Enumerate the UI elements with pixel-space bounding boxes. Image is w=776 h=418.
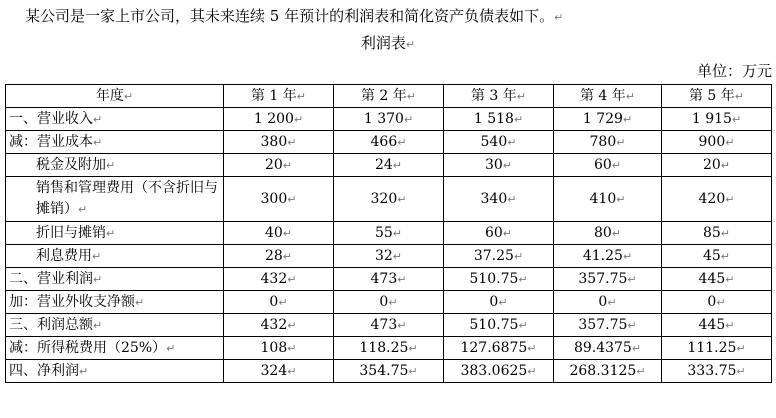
paragraph-mark-icon: ↵ [513, 249, 524, 263]
value-text: 0 [707, 293, 717, 310]
paragraph-mark-icon: ↵ [78, 203, 88, 216]
value-cell [224, 314, 334, 337]
value-cell [334, 314, 444, 337]
paragraph-mark-icon: ↵ [293, 112, 304, 126]
paragraph-mark-icon: ↵ [287, 341, 297, 355]
row-label [6, 360, 224, 383]
paragraph-mark-icon: ↵ [287, 135, 297, 149]
paragraph-mark-icon: ↵ [725, 192, 735, 206]
paragraph-mark-icon: ↵ [397, 272, 407, 286]
value-text: 40 [264, 224, 283, 241]
value-text: 357.75 [578, 270, 628, 287]
paragraph-mark-icon: ↵ [397, 135, 407, 149]
value-cell [444, 108, 554, 131]
row-label-text: 减：营业成本 [9, 133, 93, 150]
paragraph-mark-icon: ↵ [287, 192, 297, 206]
table-row [6, 291, 772, 314]
row-label-text: 四、净利润 [9, 362, 79, 379]
column-header-year-5 [662, 85, 772, 108]
value-cell [554, 360, 662, 383]
paragraph-mark-icon: ↵ [106, 158, 116, 172]
value-cell [334, 337, 444, 360]
table-row [6, 360, 772, 383]
value-cell [444, 337, 554, 360]
row-label [6, 268, 224, 291]
row-label [6, 291, 224, 314]
header-text: 年度 [95, 87, 124, 104]
unit-label [697, 61, 772, 81]
value-cell [334, 177, 444, 222]
paragraph-mark-icon: ↵ [93, 135, 103, 149]
value-cell [662, 314, 772, 337]
row-label [6, 154, 224, 177]
value-text: 473 [370, 316, 398, 333]
value-text: 32 [374, 247, 393, 264]
value-text: 118.25 [359, 339, 409, 356]
paragraph-mark-icon: ↵ [123, 89, 134, 103]
paragraph-mark-icon: ↵ [518, 318, 528, 332]
value-cell [662, 131, 772, 154]
paragraph-mark-icon: ↵ [278, 295, 288, 309]
value-text: 41.25 [582, 247, 623, 264]
paragraph-mark-icon: ↵ [720, 249, 731, 263]
paragraph-mark-icon: ↵ [725, 318, 735, 332]
value-text: 1 200 [253, 110, 294, 127]
paragraph-mark-icon: ↵ [287, 364, 297, 378]
paragraph-mark-icon: ↵ [93, 112, 103, 126]
value-text: 900 [698, 133, 726, 150]
row-label-text: 二、营业利润 [9, 270, 93, 287]
value-cell [334, 222, 444, 245]
value-cell [554, 131, 662, 154]
table-row [6, 337, 772, 360]
table-row [6, 268, 772, 291]
paragraph-mark-icon: ↵ [93, 272, 103, 286]
paragraph-mark-icon: ↵ [405, 38, 416, 51]
value-cell [554, 337, 662, 360]
paragraph-mark-icon: ↵ [79, 364, 89, 378]
paragraph-mark-icon: ↵ [725, 135, 735, 149]
value-text: 1 729 [582, 110, 623, 127]
value-cell [554, 268, 662, 291]
paragraph-mark-icon: ↵ [736, 341, 746, 355]
value-text: 780 [589, 133, 617, 150]
paragraph-mark-icon: ↵ [106, 226, 116, 240]
value-cell [554, 314, 662, 337]
paragraph-mark-icon: ↵ [736, 364, 746, 378]
paragraph-mark-icon: ↵ [388, 295, 398, 309]
row-label [6, 177, 224, 222]
row-label [6, 245, 224, 268]
paragraph-mark-icon: ↵ [403, 112, 414, 126]
value-text: 410 [589, 190, 617, 207]
value-text: 432 [260, 316, 288, 333]
paragraph-mark-icon: ↵ [627, 318, 637, 332]
value-text: 1 518 [473, 110, 514, 127]
value-text: 420 [698, 190, 726, 207]
paragraph-mark-icon: ↵ [287, 272, 297, 286]
value-text: 127.6875 [460, 339, 528, 356]
paragraph-mark-icon: ↵ [731, 112, 742, 126]
paragraph-mark-icon: ↵ [518, 272, 528, 286]
value-text: 60 [593, 156, 612, 173]
paragraph-mark-icon: ↵ [287, 318, 297, 332]
table-header-row [6, 85, 772, 108]
table-body [6, 108, 772, 383]
paragraph-mark-icon: ↵ [92, 249, 102, 263]
header-text: 第 1 年 [250, 87, 297, 104]
paragraph-mark-icon: ↵ [611, 158, 622, 172]
paragraph-mark-icon: ↵ [622, 249, 633, 263]
row-label-text: 利息费用 [36, 247, 92, 264]
value-text: 20 [702, 156, 721, 173]
value-text: 111.25 [687, 339, 737, 356]
paragraph-mark-icon: ↵ [607, 295, 617, 309]
paragraph-mark-icon: ↵ [397, 318, 407, 332]
column-header-year-4 [554, 85, 662, 108]
paragraph-mark-icon: ↵ [627, 272, 637, 286]
paragraph-mark-icon: ↵ [625, 89, 636, 103]
value-cell [224, 108, 334, 131]
paragraph-mark-icon: ↵ [502, 158, 513, 172]
paragraph-mark-icon: ↵ [406, 89, 417, 103]
value-cell [662, 360, 772, 383]
value-cell [662, 108, 772, 131]
row-label-text: 销售和管理费用（不含折旧与摊销） [36, 180, 218, 217]
table-title [0, 33, 776, 55]
value-text: 37.25 [473, 247, 514, 264]
value-text: 0 [489, 293, 499, 310]
row-label-text: 三、利润总额 [9, 316, 93, 333]
value-text: 357.75 [578, 316, 628, 333]
row-label-text: 一、营业收入 [9, 110, 93, 127]
paragraph-mark-icon: ↵ [282, 158, 293, 172]
value-cell [224, 177, 334, 222]
paragraph-mark-icon: ↵ [507, 135, 517, 149]
paragraph-mark-icon: ↵ [502, 226, 513, 240]
value-cell [224, 131, 334, 154]
paragraph-mark-icon: ↵ [392, 158, 403, 172]
value-text: 85 [702, 224, 721, 241]
paragraph-mark-icon: ↵ [631, 341, 642, 355]
column-header-year-1 [224, 85, 334, 108]
value-cell [444, 154, 554, 177]
value-cell [334, 268, 444, 291]
value-cell [662, 337, 772, 360]
value-text: 89.4375 [573, 339, 632, 356]
value-cell [554, 177, 662, 222]
row-label-text: 加：营业外收支净额 [9, 293, 135, 310]
value-cell [444, 222, 554, 245]
value-cell [334, 131, 444, 154]
value-text: 510.75 [469, 270, 519, 287]
value-text: 540 [480, 133, 508, 150]
paragraph-mark-icon: ↵ [513, 112, 524, 126]
row-label [6, 108, 224, 131]
paragraph-mark-icon: ↵ [720, 226, 731, 240]
paragraph-mark-icon: ↵ [408, 341, 418, 355]
value-text: 0 [379, 293, 389, 310]
value-text: 333.75 [687, 362, 737, 379]
intro-sentence: 某公司是一家上市公司，其未来连续 5 年预计的利润表和简化资产负债表如下。 [25, 7, 555, 25]
paragraph-mark-icon: ↵ [725, 272, 735, 286]
value-cell [662, 245, 772, 268]
value-text: 432 [260, 270, 288, 287]
value-text: 324 [260, 362, 288, 379]
paragraph-mark-icon: ↵ [554, 11, 564, 24]
value-text: 28 [264, 247, 283, 264]
value-cell [444, 360, 554, 383]
paragraph-mark-icon: ↵ [527, 341, 537, 355]
value-text: 320 [370, 190, 398, 207]
value-text: 60 [484, 224, 503, 241]
value-cell [224, 360, 334, 383]
paragraph-mark-icon: ↵ [716, 295, 726, 309]
value-cell [444, 131, 554, 154]
value-cell [224, 291, 334, 314]
value-cell [444, 291, 554, 314]
header-text: 第 3 年 [470, 87, 517, 104]
paragraph-mark-icon: ↵ [392, 226, 403, 240]
row-label [6, 314, 224, 337]
value-cell [554, 245, 662, 268]
paragraph-mark-icon: ↵ [622, 112, 633, 126]
value-cell [224, 222, 334, 245]
value-cell [224, 337, 334, 360]
value-cell [444, 268, 554, 291]
table-row [6, 314, 772, 337]
paragraph-mark-icon: ↵ [397, 192, 407, 206]
value-cell [334, 360, 444, 383]
row-label [6, 131, 224, 154]
value-text: 30 [484, 156, 503, 173]
value-text: 24 [374, 156, 393, 173]
row-label [6, 337, 224, 360]
value-cell [662, 268, 772, 291]
value-text: 445 [698, 316, 726, 333]
income-statement-table [5, 84, 772, 383]
header-text: 第 5 年 [688, 87, 735, 104]
paragraph-mark-icon: ↵ [282, 249, 293, 263]
value-text: 80 [593, 224, 612, 241]
value-cell [554, 154, 662, 177]
value-text: 1 370 [363, 110, 404, 127]
paragraph-mark-icon: ↵ [296, 89, 307, 103]
row-label-text: 税金及附加 [36, 156, 106, 173]
value-cell [444, 314, 554, 337]
paragraph-mark-icon: ↵ [611, 226, 622, 240]
paragraph-mark-icon: ↵ [636, 364, 646, 378]
value-text: 466 [370, 133, 398, 150]
paragraph-mark-icon: ↵ [616, 135, 626, 149]
value-cell [224, 154, 334, 177]
value-cell [554, 222, 662, 245]
value-cell [554, 291, 662, 314]
value-cell [444, 177, 554, 222]
value-text: 300 [260, 190, 288, 207]
value-cell [334, 154, 444, 177]
value-cell [224, 268, 334, 291]
value-text: 473 [370, 270, 398, 287]
value-text: 445 [698, 270, 726, 287]
value-text: 45 [702, 247, 721, 264]
value-cell [662, 291, 772, 314]
column-header-year-3 [444, 85, 554, 108]
table-row [6, 177, 772, 222]
value-text: 1 915 [691, 110, 732, 127]
value-cell [444, 245, 554, 268]
value-text: 0 [598, 293, 608, 310]
paragraph-mark-icon: ↵ [507, 192, 517, 206]
header-text: 第 4 年 [579, 87, 626, 104]
value-cell [334, 108, 444, 131]
value-cell [334, 291, 444, 314]
paragraph-mark-icon: ↵ [93, 318, 103, 332]
header-text: 第 2 年 [360, 87, 407, 104]
paragraph-mark-icon: ↵ [282, 226, 293, 240]
value-text: 20 [264, 156, 283, 173]
paragraph-mark-icon: ↵ [734, 89, 745, 103]
value-text: 354.75 [359, 362, 409, 379]
value-text: 340 [480, 190, 508, 207]
value-text: 383.0625 [460, 362, 528, 379]
table-row [6, 222, 772, 245]
row-label-text: 减：所得税费用（25%） [9, 339, 167, 356]
column-header-year [6, 85, 224, 108]
paragraph-mark-icon: ↵ [392, 249, 403, 263]
table-row [6, 131, 772, 154]
paragraph-mark-icon: ↵ [527, 364, 537, 378]
row-label [6, 222, 224, 245]
paragraph-mark-icon: ↵ [616, 192, 626, 206]
value-text: 55 [374, 224, 393, 241]
value-cell [662, 177, 772, 222]
paragraph-mark-icon: ↵ [516, 89, 527, 103]
value-text: 510.75 [469, 316, 519, 333]
paragraph-mark-icon: ↵ [166, 341, 176, 355]
paragraph-mark-icon: ↵ [135, 295, 145, 309]
value-text: 380 [260, 133, 288, 150]
unit-text: 单位：万元 [696, 62, 772, 80]
intro-text [25, 6, 563, 28]
table-row [6, 245, 772, 268]
paragraph-mark-icon: ↵ [720, 158, 731, 172]
value-cell [662, 222, 772, 245]
table-title-text: 利润表 [360, 34, 406, 52]
value-cell [224, 245, 334, 268]
table-row [6, 108, 772, 131]
value-text: 0 [269, 293, 279, 310]
column-header-year-2 [334, 85, 444, 108]
value-text: 108 [260, 339, 288, 356]
row-label-text: 折旧与摊销 [36, 224, 106, 241]
value-cell [554, 108, 662, 131]
table-row [6, 154, 772, 177]
paragraph-mark-icon: ↵ [498, 295, 508, 309]
value-text: 268.3125 [569, 362, 637, 379]
value-cell [334, 245, 444, 268]
value-cell [662, 154, 772, 177]
paragraph-mark-icon: ↵ [408, 364, 418, 378]
